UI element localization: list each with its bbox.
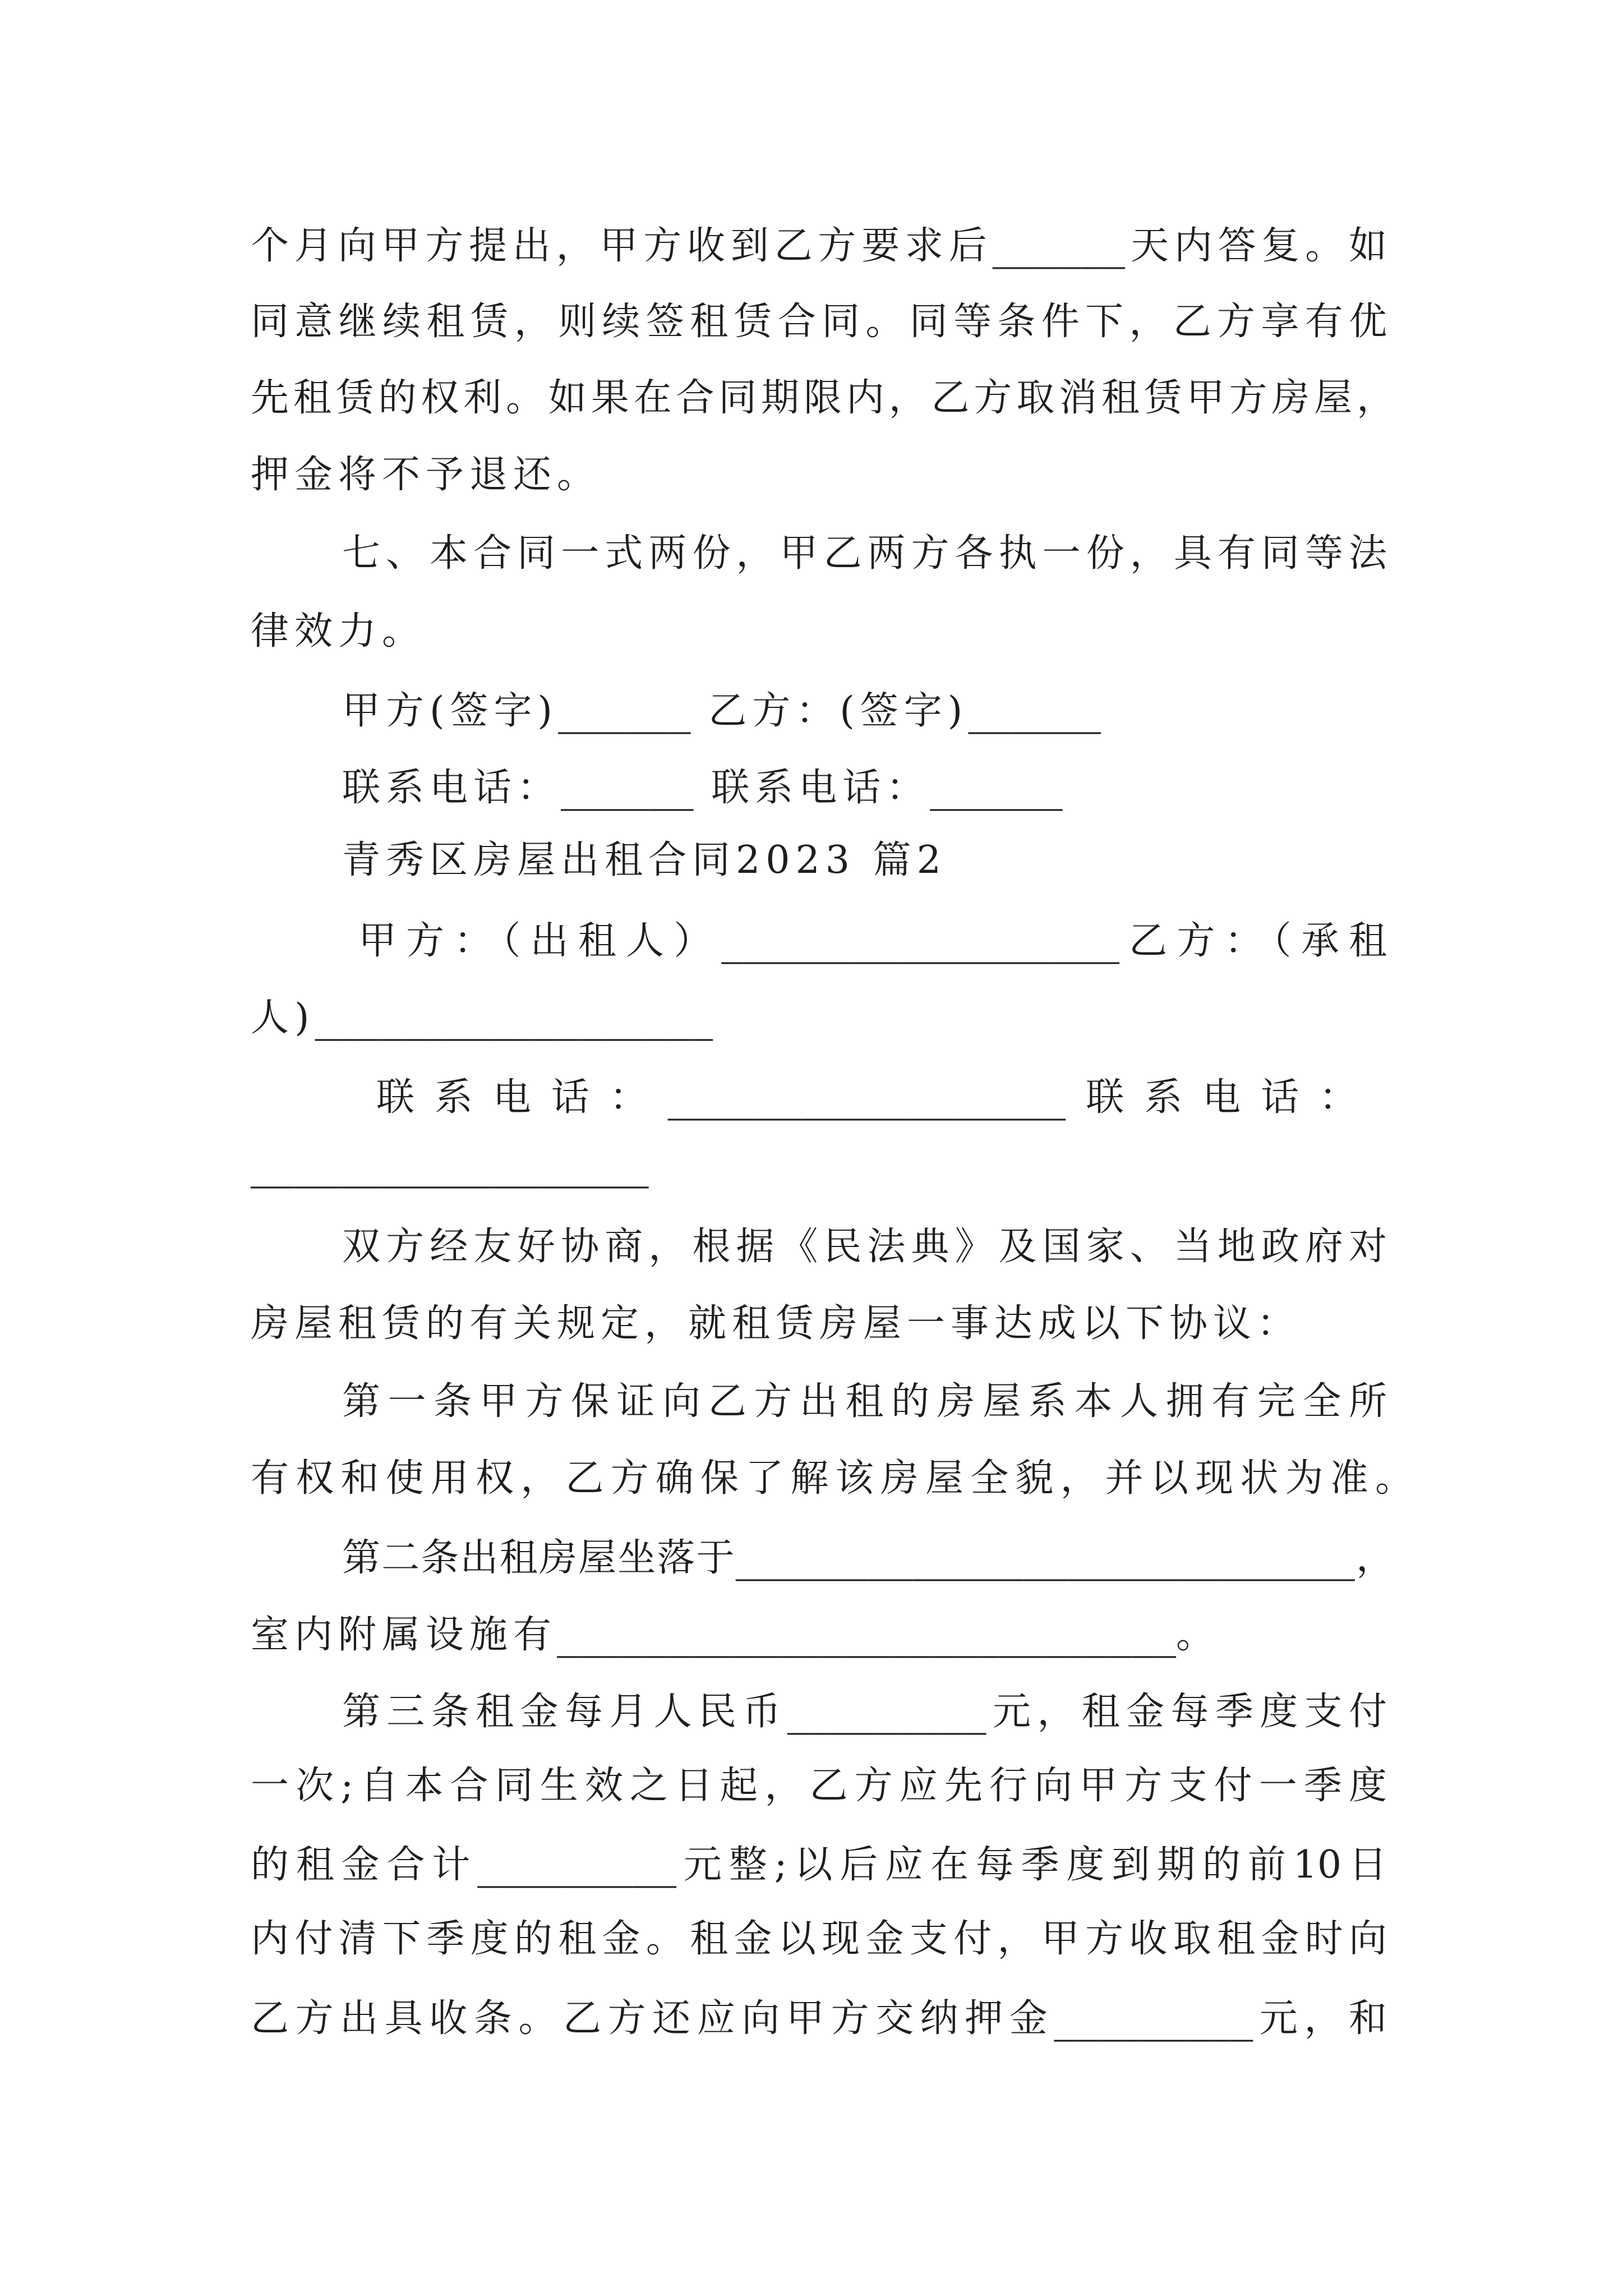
blank-field: __________________ <box>667 1069 1066 1121</box>
blank-field: ______ <box>968 683 1101 734</box>
text-line: 内付清下季度的租金。租金以现金支付，甲方收取租金时向 <box>251 1917 1387 1961</box>
text-line: 室内附属设施有____________________________。 <box>251 1607 1220 1658</box>
text-line: 乙方出具收条。乙方还应向甲方交纳押金_________元，和 <box>251 1990 1387 2042</box>
text-line: 第二条出租房屋坐落于____________________________， <box>342 1530 1394 1581</box>
text-line: 七、本合同一式两份，甲乙两方各执一份，具有同等法 <box>342 531 1387 576</box>
parties-line: 人)__________________ <box>251 990 713 1041</box>
blank-field: _________ <box>787 1683 986 1735</box>
text-line: 一次;自本合同生效之日起，乙方应先行向甲方支付一季度 <box>251 1764 1387 1808</box>
blank-field: ____________________________ <box>557 1607 1177 1658</box>
text-line: 押金将不予退还。 <box>251 453 601 497</box>
text-line: 第一条甲方保证向乙方出租的房屋系本人拥有完全所 <box>342 1379 1387 1424</box>
section-heading: 青秀区房屋出租合同2023 篇2 <box>342 838 947 882</box>
blank-field: ______ <box>930 760 1063 811</box>
blank-field: _________ <box>1054 1990 1253 2042</box>
text-line: 先租赁的权利。如果在合同期限内，乙方取消租赁甲方房屋， <box>251 376 1395 420</box>
blank-field: _________ <box>477 1837 677 1888</box>
blank-field: ______ <box>992 218 1126 269</box>
text-line: 房屋租赁的有关规定，就租赁房屋一事达成以下协议： <box>251 1301 1301 1346</box>
blank-field: __________________ <box>315 990 713 1041</box>
signature-line: 甲方(签字)______ 乙方：(签字)______ <box>342 683 1101 734</box>
text-line: 律效力。 <box>251 609 426 654</box>
text-line: 有权和使用权，乙方确保了解该房屋全貌，并以现状为准。 <box>251 1456 1413 1501</box>
blank-field: __________________ <box>251 1137 649 1189</box>
text-line: 个月向甲方提出，甲方收到乙方要求后______天内答复。如 <box>251 218 1387 269</box>
text-line: 第三条租金每月人民币_________元，租金每季度支付 <box>342 1683 1387 1735</box>
contact-phone-line: 联系电话：______ 联系电话：______ <box>342 760 1063 811</box>
blank-field: ______ <box>561 760 694 811</box>
text-line: 同意继续租赁，则续签租赁合同。同等条件下，乙方享有优 <box>251 300 1387 344</box>
parties-line: 甲方：（出租人）__________________乙方：（承租 <box>358 913 1387 964</box>
blank-field: ____________________________ <box>735 1530 1355 1581</box>
parties-phone-line: 联系电话：__________________联系电话： <box>376 1069 1357 1121</box>
text-line: 的租金合计_________元整;以后应在每季度到期的前10日 <box>251 1837 1387 1888</box>
blank-field: __________________ <box>721 913 1120 964</box>
parties-phone-line <box>251 1135 649 1191</box>
blank-field: ______ <box>558 683 691 734</box>
text-line: 双方经友好协商，根据《民法典》及国家、当地政府对 <box>342 1225 1387 1269</box>
